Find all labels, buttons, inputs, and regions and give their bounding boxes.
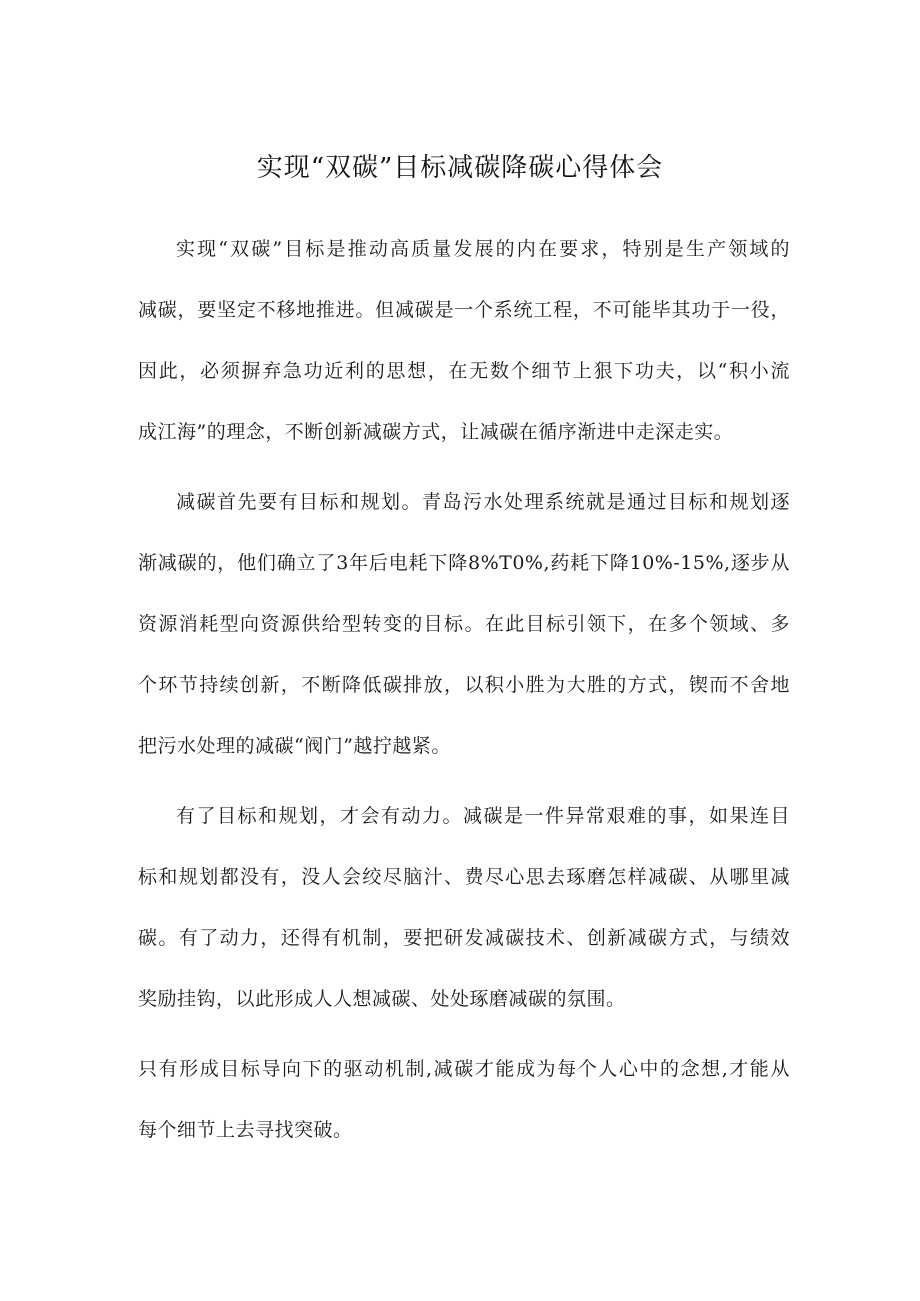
- paragraph-line: 只有形成目标导向下的驱动机制,减碳才能成为每个人心中的念想,才能从: [138, 1058, 790, 1080]
- paragraph-line: 有了目标和规划，才会有动力。减碳是一件异常艰难的事，如果连目: [176, 805, 790, 827]
- paragraph-line: 碳。有了动力，还得有机制，要把研发减碳技术、创新减碳方式，与绩效: [138, 927, 790, 949]
- paragraph-line: 成江海”的理念，不断创新减碳方式，让减碳在循序渐进中走深走实。: [138, 421, 734, 443]
- paragraph-line: 资源消耗型向资源供给型转变的目标。在此目标引领下，在多个领域、多: [138, 613, 790, 635]
- paragraph-4: [138, 1049, 790, 1171]
- paragraph-line: 减碳，要坚定不移地推进。但减碳是一个系统工程，不可能毕其功于一役，: [138, 299, 790, 321]
- paragraph-2: [138, 482, 790, 787]
- paragraph-line: 标和规划都没有，没人会绞尽脑汁、费尽心思去琢磨怎样减碳、从哪里减: [138, 866, 790, 888]
- paragraph-line: 个环节持续创新，不断降低碳排放，以积小胜为大胜的方式，锲而不舍地: [138, 674, 790, 696]
- document-title: 实现“双碳”目标减碳降碳心得体会: [256, 153, 664, 183]
- paragraph-3: [138, 796, 790, 1040]
- paragraph-line: 奖励挂钩，以此形成人人想减碳、处处琢磨减碳的氛围。: [138, 988, 626, 1010]
- paragraph-line: 每个细节上去寻找突破。: [138, 1119, 353, 1141]
- paragraph-line: 渐减碳的，他们确立了3年后电耗下降8%T0%,药耗下降10%-15%,逐步从: [138, 552, 790, 574]
- paragraph-1: [138, 229, 790, 473]
- paragraph-line: 实现“双碳”目标是推动高质量发展的内在要求，特别是生产领域的: [176, 238, 790, 260]
- paragraph-line: 减碳首先要有目标和规划。青岛污水处理系统就是通过目标和规划逐: [176, 491, 790, 513]
- paragraph-line: 把污水处理的减碳“阀门”越拧越紧。: [138, 735, 451, 757]
- paragraph-line: 因此，必须摒弃急功近利的思想，在无数个细节上狠下功夫，以“积小流: [138, 360, 790, 382]
